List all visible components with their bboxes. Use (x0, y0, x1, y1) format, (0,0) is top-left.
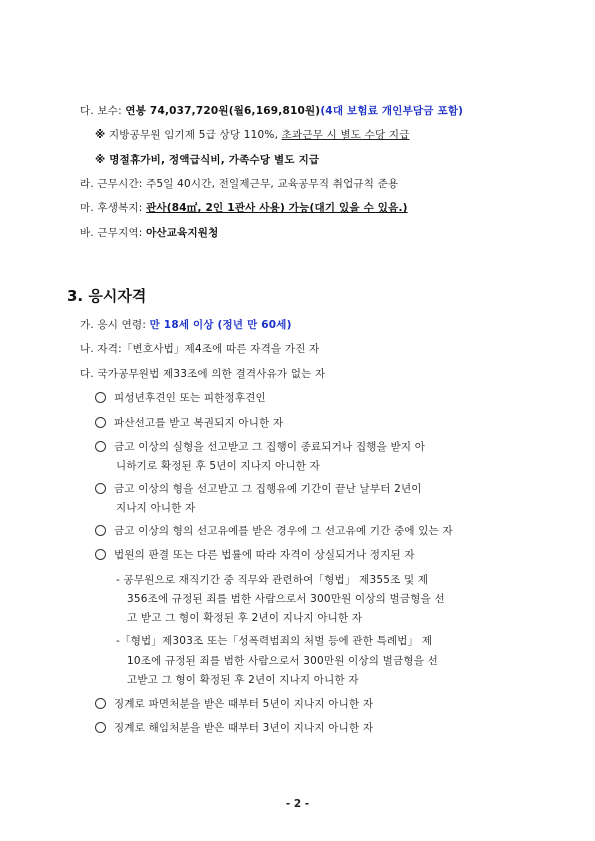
circle-bullet-icon (95, 392, 106, 403)
circle-bullet-icon (95, 417, 106, 428)
section-title: 3. 응시자격 (67, 287, 147, 305)
list-item-continued: 지나지 아니한 자 (116, 502, 196, 514)
salary-note-benefits (95, 153, 319, 167)
work-area-label: 바. 근무지역: (80, 227, 147, 239)
note-mark: ※ (95, 129, 106, 141)
age-label: 가. 응시 연령: (80, 319, 150, 331)
list-item: 금고 이상의 형의 선고유예를 받은 경우에 그 선고유예 기간 중에 있는 자 (95, 524, 453, 538)
salary-label: 다. 보수: (80, 105, 126, 117)
work-area-text: 아산교육지원청 (146, 227, 219, 239)
salary-amount: 연봉 74,037,720원(월6,169,810원) (125, 105, 321, 117)
list-item: 징계로 해임처분을 받은 때부터 3년이 지나지 아니한 자 (95, 721, 373, 735)
note-text: 지방공무원 임기제 5급 상당 110%, (105, 129, 282, 141)
list-item: 징계로 파면처분을 받은 때부터 5년이 지나지 아니한 자 (95, 697, 373, 711)
list-item-continued: 니하기로 확정된 후 5년이 지나지 아니한 자 (116, 460, 320, 472)
overtime-note: 초과근무 시 별도 수당 지급 (281, 129, 410, 141)
list-item: 피성년후견인 또는 피한정후견인 (95, 391, 266, 405)
salary-insurance-note: (4대 보험료 개인부담금 포함) (320, 105, 464, 117)
qualification-line: 나. 자격:「변호사법」제4조에 따른 자격을 가진 자 (80, 343, 320, 355)
age-line (80, 318, 292, 332)
sub-item-continued: 356조에 규정된 죄를 범한 사람으로서 300만원 이상의 벌금형을 선 (127, 593, 445, 605)
work-hours: 라. 근무시간: 주5일 40시간, 전일제근무, 교육공무직 취업규칙 준용 (80, 178, 399, 190)
salary-line (80, 104, 463, 118)
age-text: 만 18세 이상 (정년 만 60세) (149, 319, 292, 331)
circle-bullet-icon (95, 549, 106, 560)
circle-bullet-icon (95, 441, 106, 452)
sub-item: -「형법」제303조 또는「성폭력범죄의 처벌 등에 관한 특례법」 제 (116, 635, 433, 647)
benefits-text: 명절휴가비, 정액급식비, 가족수당 별도 지급 (105, 154, 320, 166)
list-item: 법원의 판결 또는 다른 법률에 따라 자격이 상실되거나 정지된 자 (95, 548, 415, 562)
sub-item: - 공무원으로 재직기간 중 직무와 관련하여「형법」 제355조 및 제 (116, 574, 429, 586)
list-item: 파산선고를 받고 복권되지 아니한 자 (95, 416, 283, 430)
sub-item-continued: 고 받고 그 형이 확정된 후 2년이 지나지 아니한 자 (127, 612, 363, 624)
circle-bullet-icon (95, 525, 106, 536)
disqualification-intro: 다. 국가공무원법 제33조에 의한 결격사유가 없는 자 (80, 368, 326, 380)
salary-note-allowance (95, 128, 410, 142)
welfare-text: 관사(84㎡, 2인 1관사 사용) 가능(대기 있을 수 있음.) (146, 202, 408, 214)
sub-item-continued: 10조에 규정된 죄를 범한 사람으로서 300만원 이상의 벌금형을 선 (127, 655, 438, 667)
circle-bullet-icon (95, 483, 106, 494)
page-number: - 2 - (285, 798, 310, 810)
circle-bullet-icon (95, 698, 106, 709)
note-mark: ※ (95, 154, 106, 166)
welfare-label: 마. 후생복지: (80, 202, 147, 214)
circle-bullet-icon (95, 722, 106, 733)
welfare-line (80, 201, 408, 215)
work-area-line (80, 226, 218, 240)
list-item: 금고 이상의 형을 선고받고 그 집행유예 기간이 끝난 날부터 2년이 (95, 482, 422, 496)
sub-item-continued: 고받고 그 형이 확정된 후 2년이 지나지 아니한 자 (127, 674, 359, 686)
list-item: 금고 이상의 실형을 선고받고 그 집행이 종료되거나 집행을 받지 아 (95, 440, 425, 454)
